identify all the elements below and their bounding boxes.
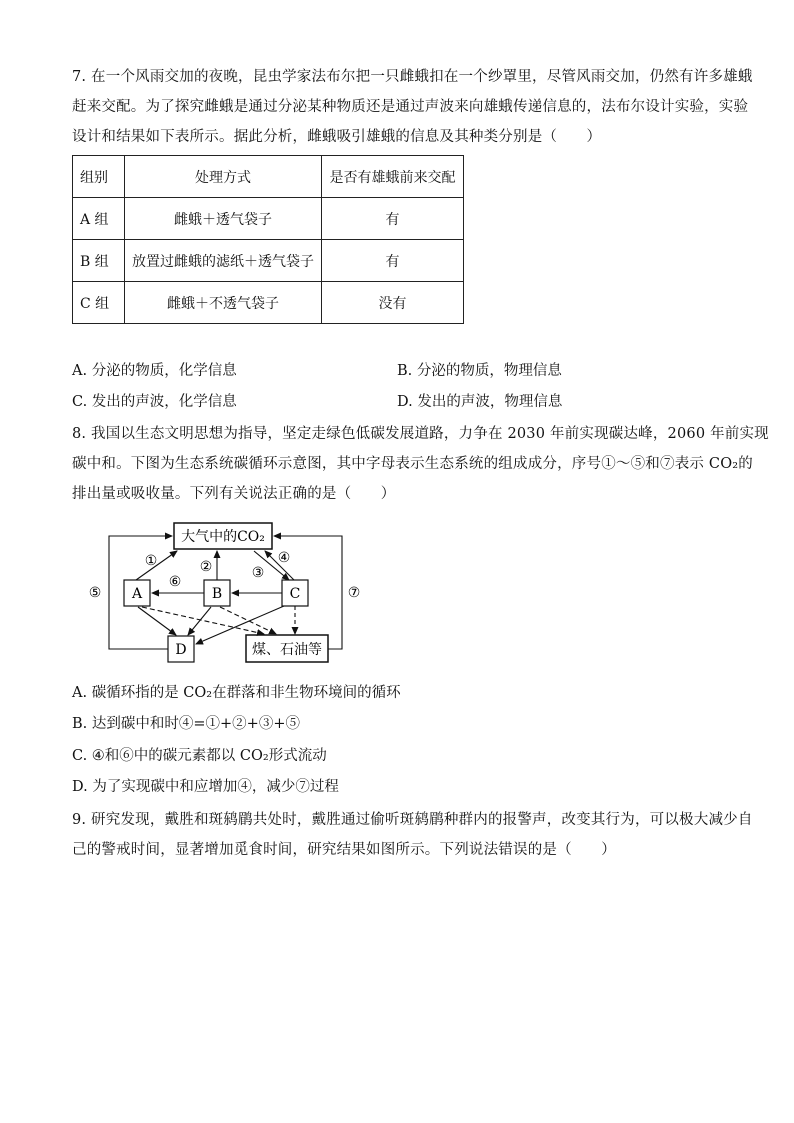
table-header-cell: 处理方式: [125, 156, 322, 198]
table-cell: 有: [322, 198, 464, 240]
q7-option-b[interactable]: B. 分泌的物质，物理信息: [397, 363, 562, 379]
question-line: 赶来交配。为了探究雌蛾是通过分泌某种物质还是通过声波来向雄蛾传递信息的，法布尔设计实验，实验: [72, 99, 749, 115]
node-c-label: C: [289, 586, 301, 602]
label-7: ⑦: [347, 585, 361, 601]
node-b-label: B: [211, 586, 223, 602]
table-cell: 雌蛾＋不透气袋子: [125, 282, 322, 324]
label-4: ④: [277, 550, 291, 566]
q8-option-d[interactable]: D. 为了实现碳中和应增加④，减少⑦过程: [72, 779, 339, 795]
q7-option-a[interactable]: A. 分泌的物质，化学信息: [72, 363, 237, 379]
table-header-row: [73, 156, 464, 198]
label-6: ⑥: [168, 574, 182, 590]
table-cell: C 组: [73, 282, 125, 324]
table-cell: B 组: [73, 240, 125, 282]
atmosphere-co2-label: 大气中的CO₂: [181, 529, 265, 545]
node-a-label: A: [131, 586, 143, 602]
table-cell: 有: [322, 240, 464, 282]
label-2: ②: [199, 559, 213, 575]
q7-option-c[interactable]: C. 发出的声波，化学信息: [72, 394, 237, 410]
table-cell: 没有: [322, 282, 464, 324]
table-row: [73, 198, 464, 240]
label-1: ①: [144, 553, 158, 569]
carbon-cycle-diagram: [78, 518, 398, 668]
question-9-stem: [72, 805, 753, 865]
question-line: 碳中和。下图为生态系统碳循环示意图，其中字母表示生态系统的组成成分，序号①～⑤和⑦表示 CO₂的: [72, 456, 753, 472]
table-cell: A 组: [73, 198, 125, 240]
fossil-fuel-label: 煤、石油等: [252, 642, 322, 658]
table-cell: 放置过雌蛾的滤纸＋透气袋子: [125, 240, 322, 282]
label-5: ⑤: [88, 585, 102, 601]
question-line: 7. 在一个风雨交加的夜晚，昆虫学家法布尔把一只雌蛾扣在一个纱罩里，尽管风雨交加，仍然有许多雄蛾: [72, 69, 753, 85]
label-3: ③: [251, 565, 265, 581]
arrow-a-to-d: [138, 607, 176, 635]
table-cell: 雌蛾＋透气袋子: [125, 198, 322, 240]
question-line: 9. 研究发现，戴胜和斑鸫鹛共处时，戴胜通过偷听斑鸫鹛种群内的报警声，改变其行为，可以极大减少自: [72, 812, 753, 828]
table-row: [73, 240, 464, 282]
question-line: 设计和结果如下表所示。据此分析，雌蛾吸引雄蛾的信息及其种类分别是（ ）: [72, 129, 602, 145]
node-d-label: D: [175, 642, 187, 658]
table-row: [73, 282, 464, 324]
q8-option-a[interactable]: A. 碳循环指的是 CO₂在群落和非生物环境间的循环: [72, 685, 401, 701]
table-header-cell: 组别: [73, 156, 125, 198]
question-line: 排出量或吸收量。下列有关说法正确的是（ ）: [72, 486, 396, 502]
q8-option-c[interactable]: C. ④和⑥中的碳元素都以 CO₂形式流动: [72, 748, 327, 764]
question-line: 己的警戒时间，显著增加觅食时间，研究结果如图所示。下列说法错误的是（ ）: [72, 842, 616, 858]
dashed-arrow-a-to-fossil: [142, 607, 264, 634]
q7-option-d[interactable]: D. 发出的声波，物理信息: [397, 394, 563, 410]
question-7-stem: [72, 62, 753, 152]
q8-option-b[interactable]: B. 达到碳中和时④=①+②+③+⑤: [72, 716, 300, 732]
table-header-cell: 是否有雄蛾前来交配: [322, 156, 464, 198]
question-8-stem: [72, 419, 769, 509]
experiment-table: [72, 155, 464, 324]
question-line: 8. 我国以生态文明思想为指导，坚定走绿色低碳发展道路，力争在 2030 年前实现碳达峰，2060 年前实现: [72, 426, 769, 442]
